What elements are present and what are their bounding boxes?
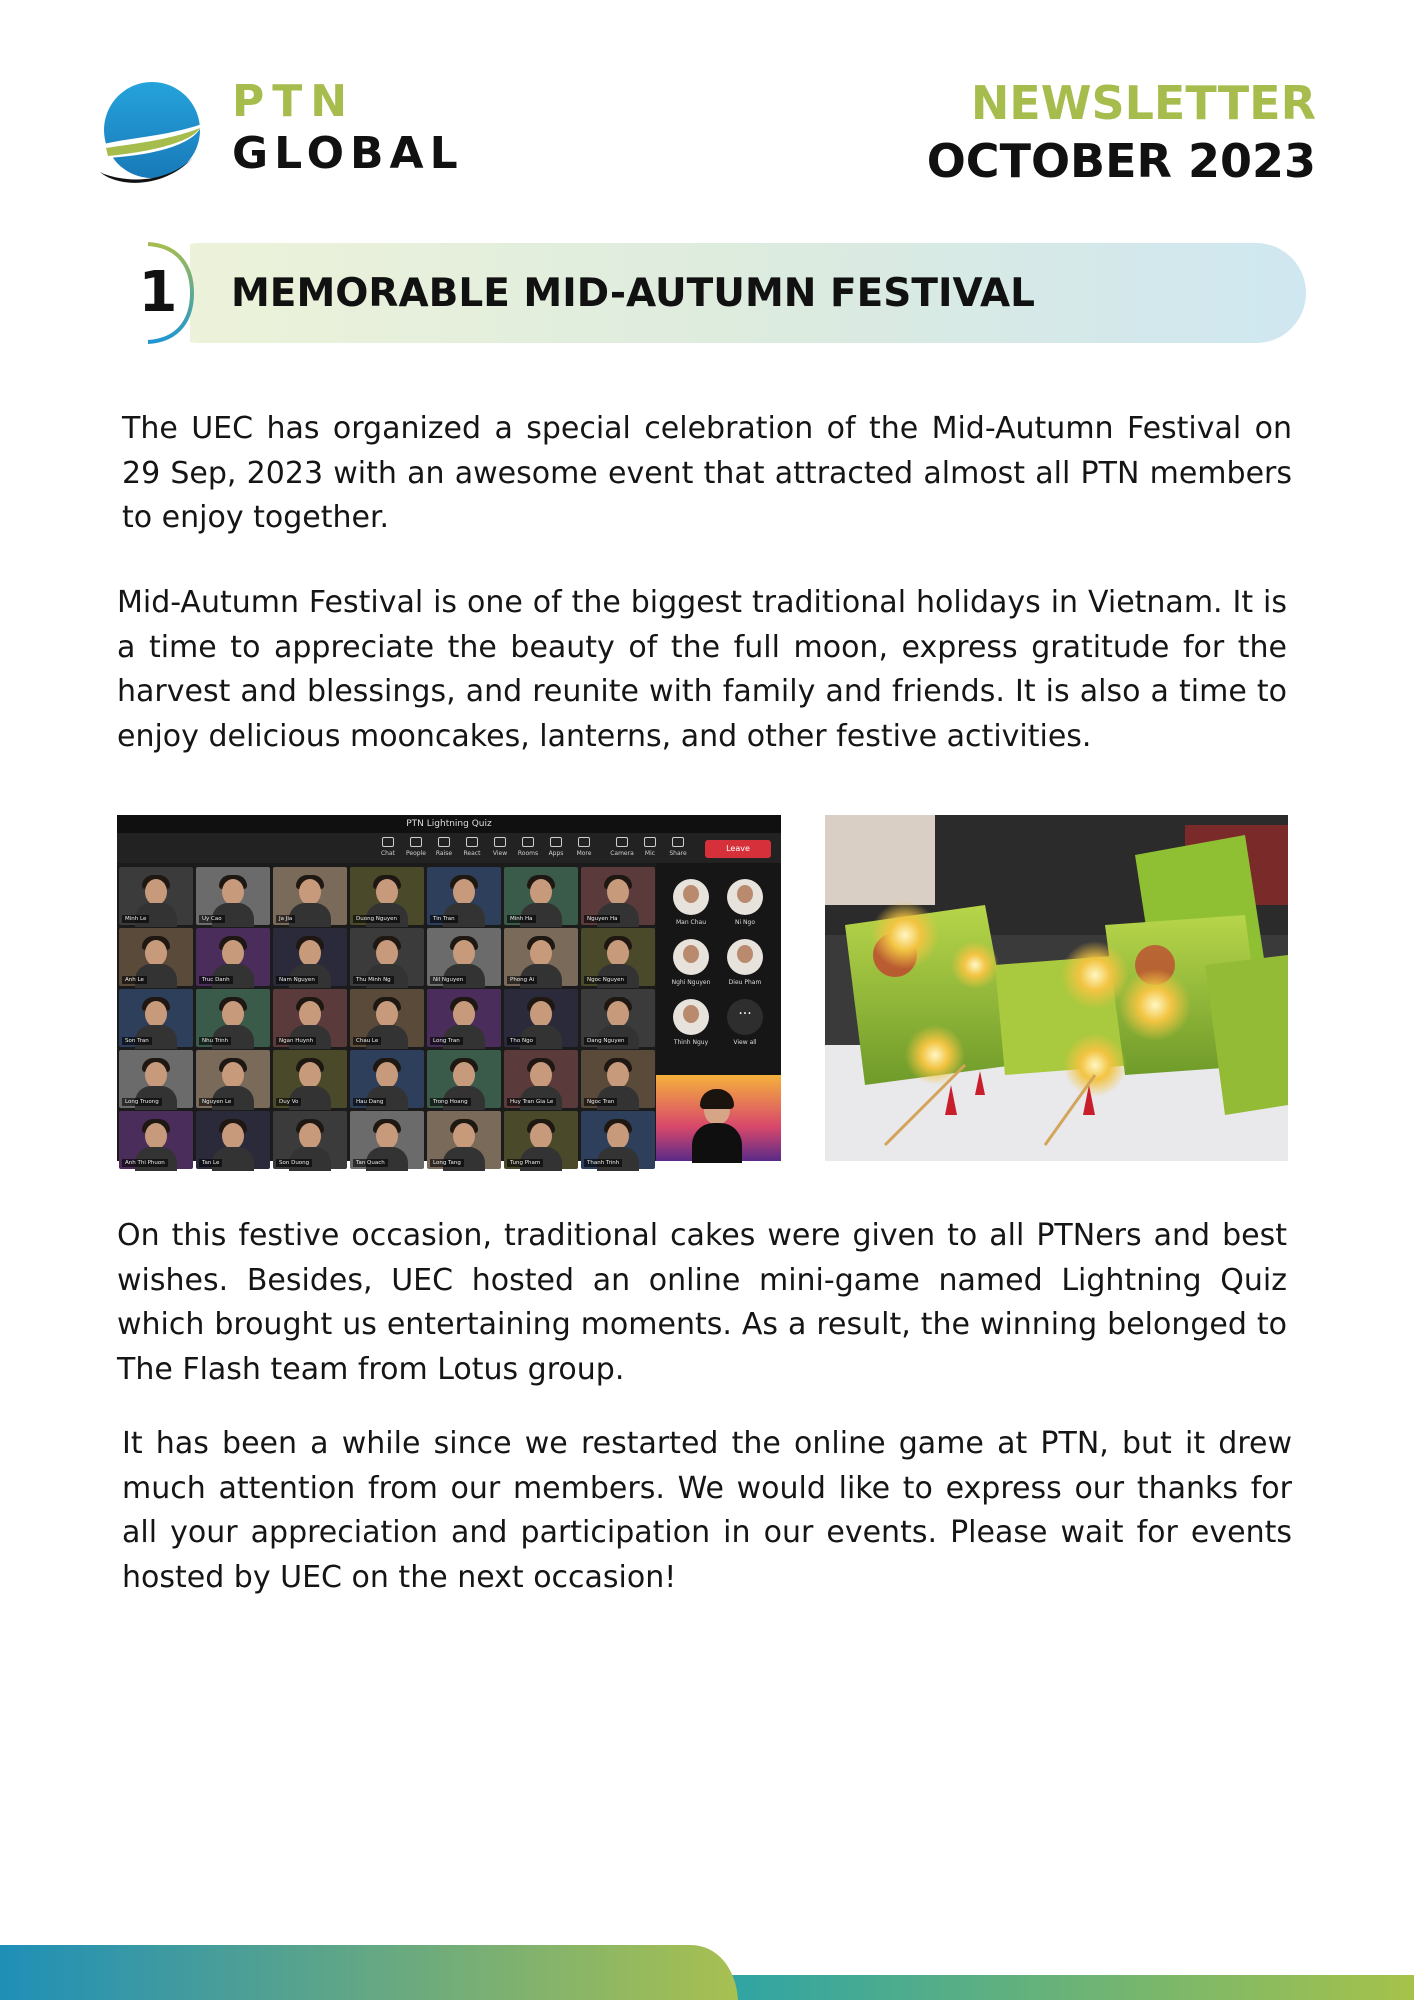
participant-tile xyxy=(350,1050,424,1108)
participant-name: Chau Le xyxy=(353,1037,381,1045)
participant-name: Tan Quach xyxy=(353,1159,388,1167)
participant-tile xyxy=(196,928,270,986)
participant-tile xyxy=(427,1050,501,1108)
more-dots-icon: ··· xyxy=(727,999,763,1035)
participant-name: Duong Nguyen xyxy=(353,915,400,923)
participant-tile xyxy=(119,928,193,986)
participant-name: Tan Le xyxy=(199,1159,222,1167)
mooncake-lanterns-photo xyxy=(825,815,1288,1161)
participant-name: Nguyen Ha xyxy=(584,915,620,923)
participant-tile xyxy=(119,867,193,925)
participant-tile xyxy=(350,989,424,1047)
call-toolbar xyxy=(117,833,781,863)
newsletter-label: NEWSLETTER xyxy=(970,76,1316,130)
side-participant: Man Chau xyxy=(666,879,716,926)
participant-tile xyxy=(273,928,347,986)
participant-name: Anh Le xyxy=(122,976,147,984)
participant-name: Ngoc Tran xyxy=(584,1098,617,1106)
paragraph-closing: It has been a while since we restarted the online game at PTN, but it drew much attention from our members. We would like to express our thanks for all your appreciation and participation in our events. Please wait for events hosted by UEC on the next occasion! xyxy=(122,1426,1292,1595)
leave-button: Leave xyxy=(705,840,771,858)
participant-name: Huy Tran Gia Le xyxy=(507,1098,556,1106)
brand-name-global: GLOBAL xyxy=(232,128,464,179)
side-participant: Ni Ngo xyxy=(720,879,770,926)
participant-tile xyxy=(350,928,424,986)
participant-name: Truc Danh xyxy=(199,976,233,984)
participant-tile xyxy=(581,928,655,986)
participant-tile xyxy=(504,1111,578,1169)
participant-tile xyxy=(581,1111,655,1169)
newsletter-issue-date: OCTOBER 2023 xyxy=(926,134,1316,188)
rooms-icon: Rooms xyxy=(515,837,541,857)
participant-tile xyxy=(581,989,655,1047)
participant-name: Ngan Huynh xyxy=(276,1037,316,1045)
participant-name: Nil Nguyen xyxy=(430,976,466,984)
participant-name: Long Truong xyxy=(122,1098,162,1106)
participant-name: Tung Pham xyxy=(507,1159,543,1167)
participant-tile xyxy=(119,989,193,1047)
participant-tile xyxy=(273,1111,347,1169)
participant-name: Dang Nguyen xyxy=(584,1037,628,1045)
brand-name-ptn: PTN xyxy=(232,76,356,127)
participant-name: Nhu Trinh xyxy=(199,1037,231,1045)
participant-tile xyxy=(427,1111,501,1169)
side-participant: Dieu Pham xyxy=(720,939,770,986)
participant-tile xyxy=(581,867,655,925)
participant-name: Ja Jia xyxy=(276,915,295,923)
paragraph-intro: The UEC has organized a special celebration of the Mid-Autumn Festival on 29 Sep, 2023 with an awesome event that attracted almost all PTN members to enjoy together. xyxy=(122,411,1292,535)
participant-tile xyxy=(427,928,501,986)
chat-icon: Chat xyxy=(375,837,401,857)
side-panel xyxy=(656,863,781,1161)
participant-name: Minh Ha xyxy=(507,915,536,923)
react-icon: React xyxy=(459,837,485,857)
participant-tile xyxy=(119,1111,193,1169)
participant-name: Thanh Trinh xyxy=(584,1159,622,1167)
participant-tile xyxy=(196,1111,270,1169)
participant-name: Phong Ai xyxy=(507,976,537,984)
apps-icon: Apps xyxy=(543,837,569,857)
participant-name: Hau Dang xyxy=(353,1098,386,1106)
participant-name: Long Tran xyxy=(430,1037,463,1045)
participant-name: Trong Hoang xyxy=(430,1098,471,1106)
participant-tile xyxy=(504,867,578,925)
participant-tile xyxy=(350,867,424,925)
paragraph-occasion: On this festive occasion, traditional cakes were given to all PTNers and best wishes. Besides, UEC hosted an online mini-game named Lightning Quiz which brought us entertaining moments. As a result, the winning belonged to The Flash team from Lotus group. xyxy=(117,1218,1287,1387)
participant-name: Minh Le xyxy=(122,915,149,923)
paragraph-festival-description: Mid-Autumn Festival is one of the biggest traditional holidays in Vietnam. It is a time to appreciate the beauty of the full moon, express gratitude for the harvest and blessings, and reunite with family and friends. It is also a time to enjoy delicious mooncakes, lanterns, and other festive activities. xyxy=(117,585,1287,754)
participant-tile xyxy=(196,989,270,1047)
participant-tile xyxy=(196,867,270,925)
view-all-button: ··· View all xyxy=(720,999,770,1046)
participant-name: Uy Cao xyxy=(199,915,225,923)
participant-tile xyxy=(119,1050,193,1108)
video-call-photo xyxy=(117,815,781,1166)
more-icon: More xyxy=(571,837,597,857)
participant-tile xyxy=(581,1050,655,1108)
call-window-title: PTN Lightning Quiz xyxy=(117,815,781,833)
participant-tile xyxy=(504,989,578,1047)
participant-name: Son Tran xyxy=(122,1037,152,1045)
participant-name: Nguyen Le xyxy=(199,1098,234,1106)
participant-tile xyxy=(350,1111,424,1169)
participant-tile xyxy=(504,1050,578,1108)
participant-tile xyxy=(427,989,501,1047)
view-icon: View xyxy=(487,837,513,857)
participant-name: Long Tang xyxy=(430,1159,464,1167)
participant-tile xyxy=(427,867,501,925)
participant-name: Duy Vo xyxy=(276,1098,301,1106)
participant-name: Ngoc Nguyen xyxy=(584,976,627,984)
participant-name: Thu Minh Ng xyxy=(353,976,394,984)
side-participant: Nghi Nguyen xyxy=(666,939,716,986)
people-icon: People xyxy=(403,837,429,857)
participant-name: Son Duong xyxy=(276,1159,312,1167)
share-icon: Share xyxy=(665,837,691,857)
ptn-global-logo-icon xyxy=(98,78,204,196)
participant-tile xyxy=(504,928,578,986)
raise-hand-icon: Raise xyxy=(431,837,457,857)
participant-name: Tho Ngo xyxy=(507,1037,536,1045)
participant-tile xyxy=(273,1050,347,1108)
participant-tile xyxy=(273,867,347,925)
participant-name: Nam Nguyen xyxy=(276,976,318,984)
participant-tile xyxy=(196,1050,270,1108)
section-number: 1 xyxy=(138,260,178,325)
footer-band xyxy=(0,1945,1414,2000)
camera-icon: Camera xyxy=(609,837,635,857)
shared-video-tile xyxy=(656,1075,781,1161)
mic-icon: Mic xyxy=(637,837,663,857)
section-title: MEMORABLE MID-AUTUMN FESTIVAL xyxy=(231,271,1036,316)
participant-name: Anh Thi Phuon xyxy=(122,1159,168,1167)
participant-name: Tin Tran xyxy=(430,915,458,923)
participant-tile xyxy=(273,989,347,1047)
side-participant: Thinh Nguy xyxy=(666,999,716,1046)
